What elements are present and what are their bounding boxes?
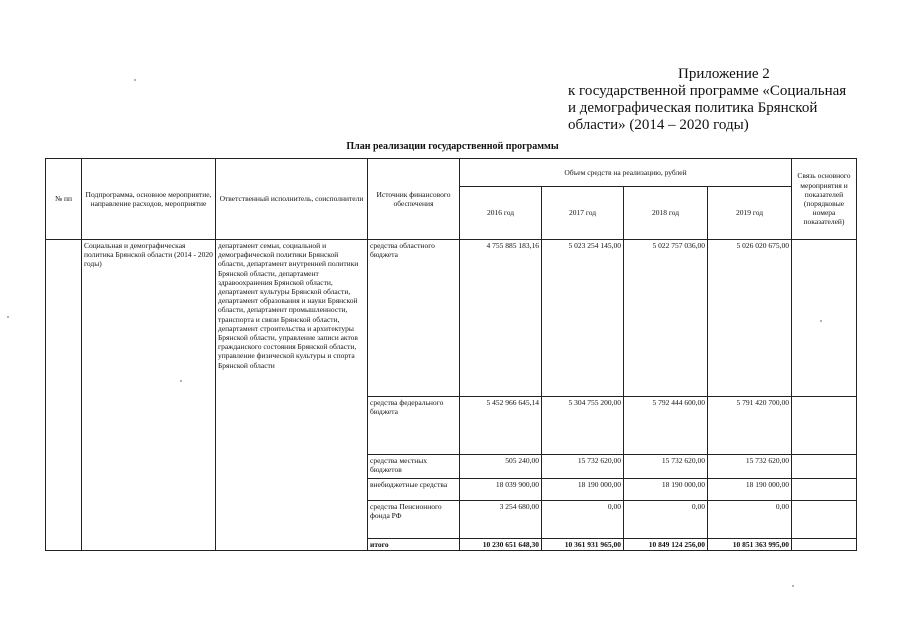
total-value: 10 361 931 965,00 <box>542 539 624 551</box>
source-value: 0,00 <box>708 501 792 539</box>
scan-speck <box>7 316 9 318</box>
header-row-1 <box>46 159 857 187</box>
header-year-2019: 2019 год <box>708 187 792 240</box>
appendix-header <box>568 66 888 134</box>
source-value: 505 240,00 <box>460 455 542 479</box>
source-link <box>792 455 857 479</box>
source-name: средства Пенсионного фонда РФ <box>368 501 460 539</box>
header-responsible: Ответственный исполнитель, соисполнители <box>216 159 368 240</box>
source-value: 5 792 444 600,00 <box>624 397 708 455</box>
row-program: Социальная и демографическая политика Брянской области (2014 - 2020 годы) <box>82 240 216 551</box>
table-row <box>46 240 857 397</box>
header-program: Подпрограмма, основное мероприятие, направление расходов, мероприятие <box>82 159 216 240</box>
header-volume: Объем средств на реализацию, рублей <box>460 159 792 187</box>
appendix-line-4: области» (2014 – 2020 годы) <box>568 117 749 133</box>
source-value: 5 452 966 645,14 <box>460 397 542 455</box>
source-link <box>792 479 857 501</box>
source-value: 15 732 620,00 <box>542 455 624 479</box>
source-link <box>792 240 857 397</box>
source-value: 5 791 420 700,00 <box>708 397 792 455</box>
plan-table <box>45 158 857 551</box>
header-year-2017: 2017 год <box>542 187 624 240</box>
scan-speck <box>180 380 182 382</box>
header-year-2016: 2016 год <box>460 187 542 240</box>
source-value: 18 190 000,00 <box>624 479 708 501</box>
source-value: 5 026 020 675,00 <box>708 240 792 397</box>
source-value: 5 022 757 036,00 <box>624 240 708 397</box>
source-link <box>792 397 857 455</box>
total-value: 10 849 124 256,00 <box>624 539 708 551</box>
source-value: 4 755 885 183,16 <box>460 240 542 397</box>
appendix-line-3: и демографическая политика Брянской <box>568 100 818 116</box>
source-name: средства федерального бюджета <box>368 397 460 455</box>
appendix-line-2: к государственной программе «Социальная <box>568 83 847 99</box>
source-value: 0,00 <box>624 501 708 539</box>
source-value: 5 304 755 200,00 <box>542 397 624 455</box>
source-link <box>792 501 857 539</box>
total-link <box>792 539 857 551</box>
source-value: 15 732 620,00 <box>624 455 708 479</box>
plan-title: План реализации государственной программы <box>346 141 559 152</box>
scan-speck <box>134 79 136 81</box>
source-value: 0,00 <box>542 501 624 539</box>
row-num <box>46 240 82 551</box>
header-year-2018: 2018 год <box>624 187 708 240</box>
source-value: 18 190 000,00 <box>542 479 624 501</box>
source-value: 18 039 900,00 <box>460 479 542 501</box>
source-value: 3 254 680,00 <box>460 501 542 539</box>
scan-speck <box>792 585 794 587</box>
source-value: 15 732 620,00 <box>708 455 792 479</box>
total-name: итого <box>368 539 460 551</box>
scan-speck <box>820 320 822 322</box>
total-value: 10 851 363 995,00 <box>708 539 792 551</box>
source-name: внебюджетные средства <box>368 479 460 501</box>
appendix-line-1: Приложение 2 <box>678 66 770 82</box>
source-value: 18 190 000,00 <box>708 479 792 501</box>
header-link: Связь основного мероприятия и показателей (порядковые номера показателей) <box>792 159 857 240</box>
header-num: № пп <box>46 159 82 240</box>
source-value: 5 023 254 145,00 <box>542 240 624 397</box>
source-name: средства областного бюджета <box>368 240 460 397</box>
source-name: средства местных бюджетов <box>368 455 460 479</box>
header-source: Источник финансового обеспечения <box>368 159 460 240</box>
row-responsible: департамент семьи, социальной и демографической политики Брянской области, департамент внутренней политики Брянской области, департамент здравоохранения Брянской области, департамент культуры Брянской области, департамент образования и науки Брянской области, департамент промышленности, транспорта и связи Брянской области, департамент строительства и архитектуры Брянской области, управление записи актов гражданского состояния Брянской области, управление физической культуры и спорта Брянской области <box>216 240 368 551</box>
total-value: 10 230 651 648,30 <box>460 539 542 551</box>
